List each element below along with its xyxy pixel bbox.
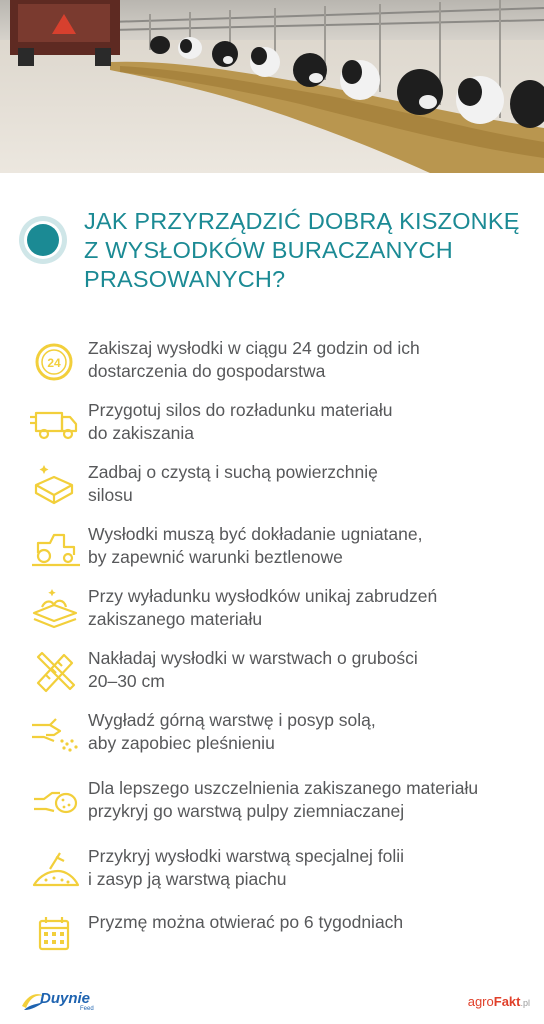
title-line: JAK PRZYRZĄDZIĆ DOBRĄ KISZONKĘ (84, 208, 520, 234)
step-4 (30, 523, 530, 579)
duynie-logo-text: Duynie (40, 990, 91, 1007)
clock-24-icon (30, 339, 82, 383)
step-text-line: Przykryj wysłodki warstwą specjalnej folii (88, 846, 405, 866)
calendar-icon (30, 913, 82, 957)
step-text-line: i zasyp ją warstwą piachu (88, 868, 287, 889)
foil-sand-icon (30, 847, 82, 891)
agrofakt-logo (468, 994, 530, 1014)
step-text-line: Nakładaj wysłodki w warstwach o grubości (88, 648, 418, 668)
step-text-line: silosu (88, 484, 133, 505)
step-text-line: przykryj go warstwą pulpy ziemniaczanej (88, 800, 405, 821)
agrofakt-part2: Fakt (493, 994, 521, 1009)
step-3 (30, 461, 530, 517)
step-text-line: Przygotuj silos do rozładunku materiału (88, 400, 393, 420)
step-8 (30, 777, 530, 833)
truck-icon (30, 401, 82, 445)
ruler-pencil-icon (30, 649, 82, 693)
step-5 (30, 585, 530, 641)
title-line: Z WYSŁODKÓW BURACZANYCH (84, 237, 453, 263)
step-text-line: Zadbaj o czystą i suchą powierzchnię (88, 462, 378, 482)
hand-potato-icon (30, 779, 82, 823)
step-text-line: aby zapobiec pleśnieniu (88, 732, 275, 753)
step-text-line: Przy wyładunku wysłodków unikaj zabrudzeń (88, 586, 438, 606)
title-line: PRASOWANYCH? (84, 266, 286, 292)
title-block (18, 205, 528, 300)
step-text-line: do zakiszania (88, 422, 195, 443)
step-text-line: Pryzmę można otwierać po 6 tygodniach (88, 912, 404, 932)
step-text-line: Wygładź górną warstwę i posyp solą, (88, 710, 376, 730)
duynie-logo-sub: Feed (80, 1006, 94, 1012)
clock-24-label: 24 (47, 356, 61, 370)
step-text-line: Zakiszaj wysłodki w ciągu 24 godzin od ich (88, 338, 420, 358)
step-text-line: Wysłodki muszą być dokładanie ugniatane, (88, 524, 423, 544)
step-text-line: Dla lepszego uszczelnienia zakiszanego materiału (88, 778, 479, 798)
hero-barn-photo (0, 0, 544, 173)
step-text-line: by zapewnić warunki beztlenowe (88, 546, 343, 567)
agrofakt-part1: agro (467, 994, 494, 1009)
layers-sparkle-icon (30, 587, 82, 631)
page-title (84, 207, 534, 294)
step-6 (30, 647, 530, 703)
step-2 (30, 399, 530, 455)
tractor-icon (30, 525, 82, 569)
hand-salt-icon (30, 711, 82, 755)
step-7 (30, 709, 530, 765)
step-1 (30, 337, 530, 393)
duynie-logo (20, 990, 110, 1014)
target-circle-icon (18, 215, 68, 265)
step-text-line: zakiszanego materiału (88, 608, 263, 629)
step-10 (30, 911, 530, 967)
step-text-line: 20–30 cm (88, 670, 165, 691)
step-text-line: dostarczenia do gospodarstwa (88, 360, 326, 381)
step-9 (30, 845, 530, 901)
clean-surface-icon (30, 463, 82, 507)
agrofakt-domain: .pl (520, 998, 530, 1008)
